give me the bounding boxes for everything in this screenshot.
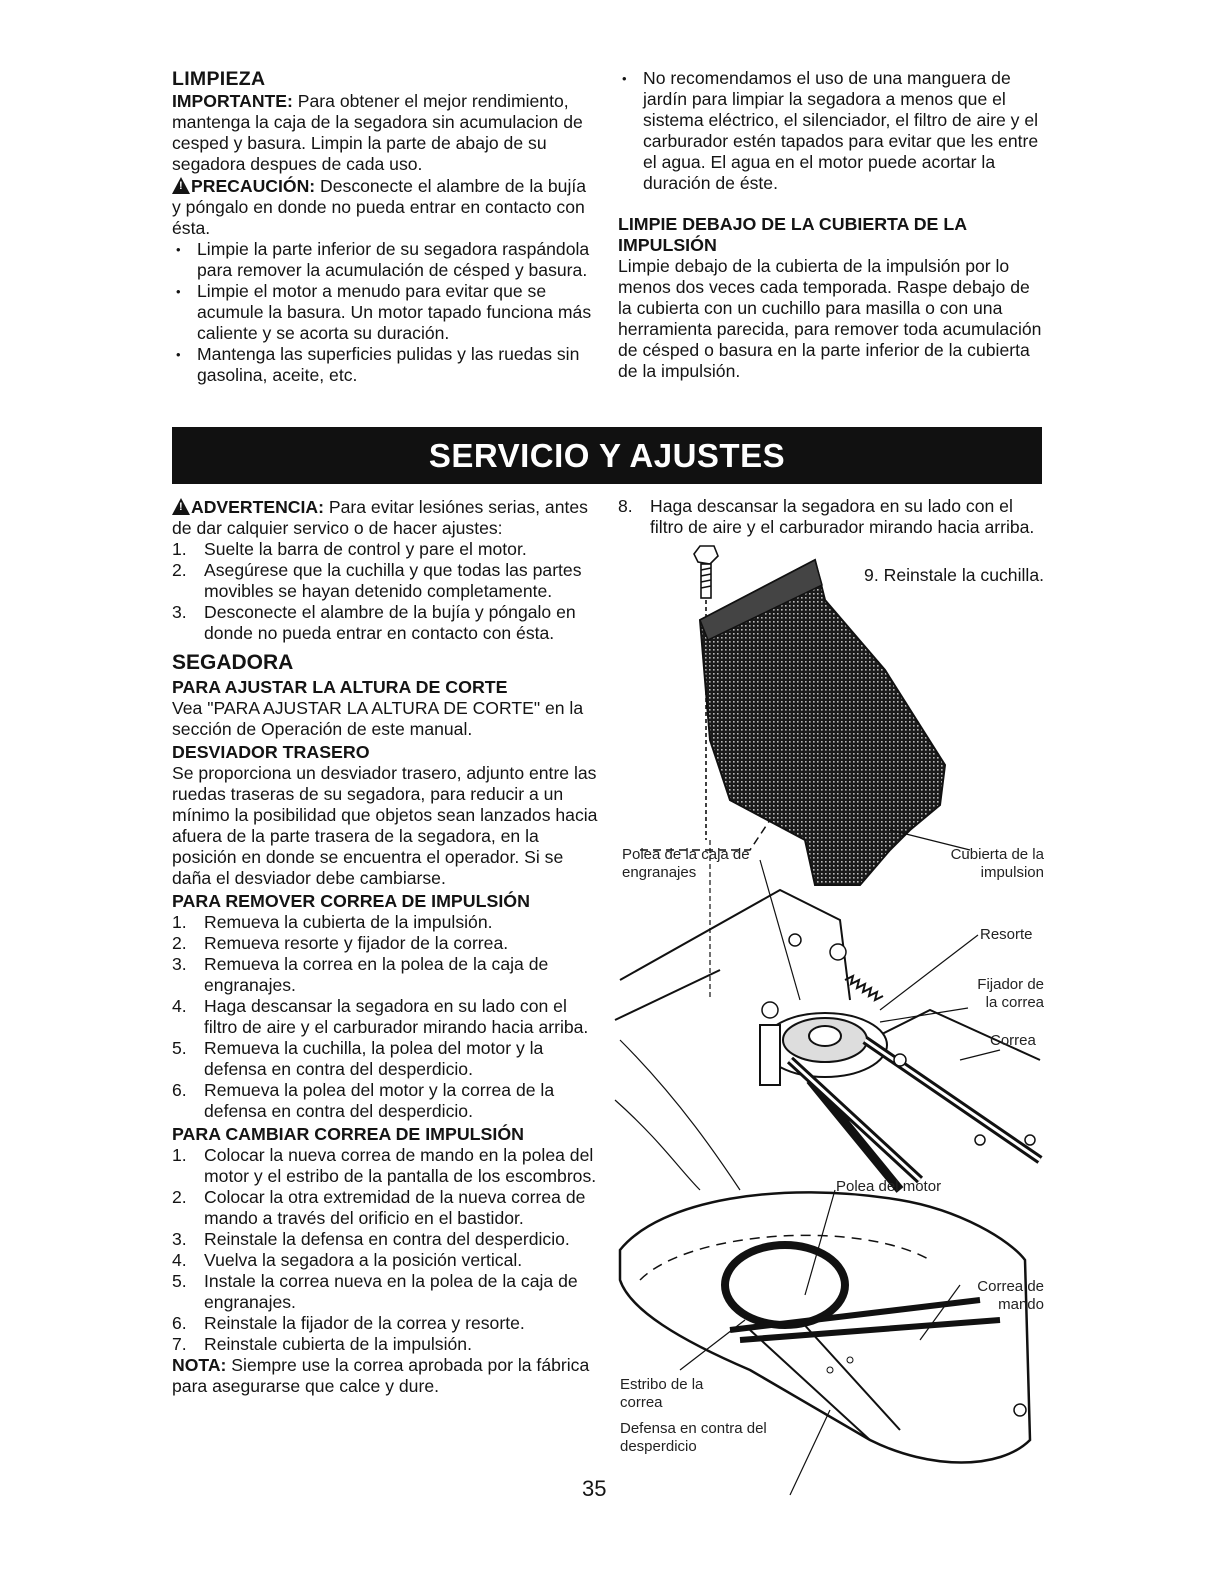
altura-text: Vea "PARA AJUSTAR LA ALTURA DE CORTE" en la sección de Operación de este manual. xyxy=(172,698,584,739)
list-item: 2. Colocar la otra extremidad de la nueva correa de mando a través del orificio en el bastidor. xyxy=(172,1187,586,1228)
label-fijador: Fijador de la correa xyxy=(977,976,1044,1011)
limpieza-bullets-continued xyxy=(618,68,1042,194)
section-banner: SERVICIO Y AJUSTES xyxy=(172,427,1042,484)
desviador-heading: DESVIADOR TRASERO xyxy=(172,742,370,762)
nota-text: Siempre use la correa aprobada por la fábrica para asegurarse que calce y dure. xyxy=(172,1355,590,1396)
list-item: • Limpie la parte inferior de su segadora raspándola para remover la acumulación de césped y basura. xyxy=(172,239,596,281)
limpie-debajo-heading: LIMPIE DEBAJO DE LA CUBIERTA DE LA IMPULSIÓN xyxy=(618,214,967,255)
warning-icon xyxy=(172,177,190,194)
altura-heading: PARA AJUSTAR LA ALTURA DE CORTE xyxy=(172,677,508,697)
list-item: 5. Instale la correa nueva en la polea de la caja de engranajes. xyxy=(172,1271,578,1312)
remover-heading: PARA REMOVER CORREA DE IMPULSIÓN xyxy=(172,891,530,911)
step-9: 9. Reinstale la cuchilla. xyxy=(864,565,1044,585)
importante-text: Para obtener el mejor rendimiento, mantenga la caja de la segadora sin acumulacion de cesped y basura. Limpin la parte de abajo de su segadora despues de cada uso. xyxy=(172,91,583,174)
precaucion-label: PRECAUCIÓN: xyxy=(191,176,316,196)
advertencia-label: ADVERTENCIA: xyxy=(191,497,324,517)
precaucion-paragraph xyxy=(172,175,596,239)
label-resorte: Resorte xyxy=(980,926,1033,943)
list-item: 5. Remueva la cuchilla, la polea del motor y la defensa en contra del desperdicio. xyxy=(172,1038,544,1079)
gearbox-pulley xyxy=(760,1013,887,1085)
list-item: 3. Remueva la correa en la polea de la caja de engranajes. xyxy=(172,954,549,995)
nota-label: NOTA: xyxy=(172,1355,227,1375)
list-item: 1. Suelte la barra de control y pare el motor. xyxy=(172,539,527,559)
label-polea-motor: Polea del motor xyxy=(836,1178,942,1195)
page-number: 35 xyxy=(582,1476,607,1501)
cambiar-steps xyxy=(172,1145,598,1355)
servicio-left-column xyxy=(172,496,598,1397)
list-item: • Mantenga las superficies pulidas y las ruedas sin gasolina, aceite, etc. xyxy=(172,344,596,386)
list-item: 2. Asegúrese que la cuchilla y que todas las partes movibles se hayan detenido completamente. xyxy=(172,560,582,601)
precaucion-text: Desconecte el alambre de la bujía y póngalo en donde no pueda entrar en contacto con ésta. xyxy=(172,176,587,238)
desviador-text: Se proporciona un desviador trasero, adjunto entre las ruedas traseras de su segadora, para reducir a un mínimo la posibilidad que objetos sean lanzados hacia afuera de la parte trasera de la segadora, en la posición en donde se encuentra el operador. Si se daña el desviador debe cambiarse. xyxy=(172,763,598,888)
advertencia-steps xyxy=(172,539,598,644)
label-polea-caja: Polea de la caja de engranajes xyxy=(622,846,750,881)
drive-assembly-illustration xyxy=(600,540,1050,1500)
list-item: • Limpie el motor a menudo para evitar que se acumule la basura. Un motor tapado funciona más caliente y se acorta su duración. xyxy=(172,281,596,344)
label-correa: Correa xyxy=(990,1032,1036,1049)
limpieza-section xyxy=(172,68,596,386)
label-correa-mando: Correa de mando xyxy=(977,1278,1044,1313)
list-item: 3. Reinstale la defensa en contra del desperdicio. xyxy=(172,1229,570,1249)
advertencia-text: Para evitar lesiónes serias, antes de dar calquier servico o de hacer ajustes: xyxy=(172,497,588,538)
spring xyxy=(845,976,883,1000)
importante-paragraph xyxy=(172,91,596,175)
list-item: 4. Haga descansar la segadora en su lado con el filtro de aire y el carburador mirando hacia arriba. xyxy=(172,996,589,1037)
list-item: 2. Remueva resorte y fijador de la correa. xyxy=(172,933,509,953)
label-defensa: Defensa en contra del desperdicio xyxy=(620,1420,767,1455)
list-item: 7. Reinstale cubierta de la impulsión. xyxy=(172,1334,472,1354)
limpieza-right-section xyxy=(618,68,1042,382)
list-item: 3. Desconecte el alambre de la bujía y póngalo en donde no pueda entrar en contacto con ésta. xyxy=(172,602,576,643)
list-item: 1. Remueva la cubierta de la impulsión. xyxy=(172,912,493,932)
warning-icon xyxy=(172,498,190,515)
advertencia-paragraph xyxy=(172,496,598,539)
list-item: 4. Vuelva la segadora a la posición vertical. xyxy=(172,1250,523,1270)
list-item: • No recomendamos el uso de una manguera de jardín para limpiar la segadora a menos que el sistema eléctrico, el silenciador, el filtro de aire y el carburador estén tapados para evitar que les entre el agua. El agua en el motor puede acortar la duración de éste. xyxy=(618,68,1042,194)
list-item: 6. Remueva la polea del motor y la correa de la defensa en contra del desperdicio. xyxy=(172,1080,555,1121)
servicio-right-steps xyxy=(618,496,1044,538)
segadora-heading: SEGADORA xyxy=(172,651,294,674)
label-estribo: Estribo de la correa xyxy=(620,1376,704,1411)
importante-label: IMPORTANTE: xyxy=(172,91,293,111)
remover-steps xyxy=(172,912,598,1122)
list-item: 8. Haga descansar la segadora en su lado con el filtro de aire y el carburador mirando hacia arriba. xyxy=(618,496,1035,537)
nota-paragraph xyxy=(172,1355,598,1397)
limpieza-bullets xyxy=(172,239,596,386)
limpieza-heading: LIMPIEZA xyxy=(172,68,266,90)
mower-underside-diagram xyxy=(600,540,1050,1500)
limpie-debajo-text: Limpie debajo de la cubierta de la impulsión por lo menos dos veces cada temporada. Raspe debajo de la cubierta con un cuchillo para masilla o con una herramienta parecida, para remover toda acumulación de césped o basura en la parte inferior de la cubierta de la impulsión. xyxy=(618,256,1042,381)
list-item: 1. Colocar la nueva correa de mando en la polea del motor y el estribo de la pantalla de los escombros. xyxy=(172,1145,597,1186)
list-item: 6. Reinstale la fijador de la correa y resorte. xyxy=(172,1313,525,1333)
cambiar-heading: PARA CAMBIAR CORREA DE IMPULSIÓN xyxy=(172,1124,525,1144)
label-cubierta: Cubierta de la impulsion xyxy=(950,846,1044,881)
